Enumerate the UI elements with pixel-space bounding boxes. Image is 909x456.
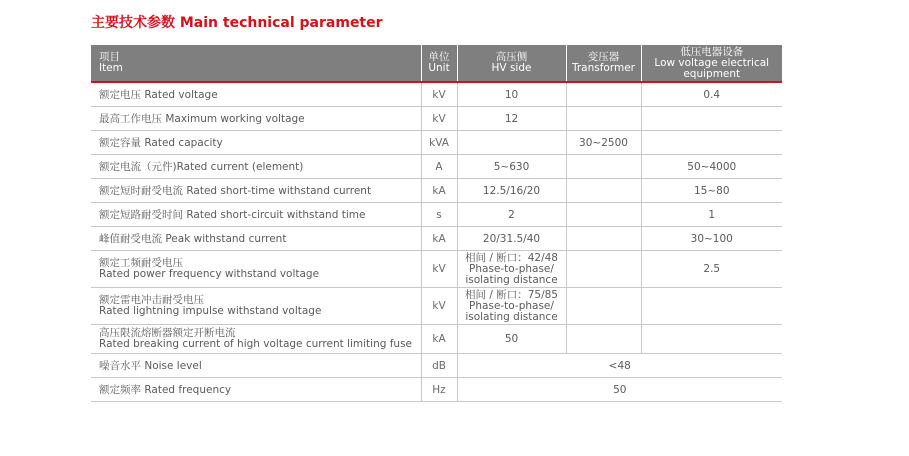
header-row: [91, 45, 782, 82]
table-row: [91, 203, 782, 227]
hv-cell: 2: [457, 203, 566, 227]
unit-cell: Hz: [421, 378, 457, 402]
transformer-cell: [566, 82, 641, 107]
row-label: 峰值耐受电流 Peak withstand current: [91, 227, 421, 251]
row-label: 额定工频耐受电压 Rated power frequency withstand voltage: [91, 251, 421, 288]
hv-cell: 5~630: [457, 155, 566, 179]
lv-cell: [641, 288, 782, 325]
transformer-cell: [566, 227, 641, 251]
header-low-voltage: 低压电器设备 Low voltage electrical equipment: [641, 45, 782, 82]
hv-cell: 12.5/16/20: [457, 179, 566, 203]
transformer-cell: 30~2500: [566, 131, 641, 155]
merged-value-cell: 50: [457, 378, 782, 402]
table-row: [91, 107, 782, 131]
row-label: 额定电压 Rated voltage: [91, 82, 421, 107]
unit-cell: kV: [421, 251, 457, 288]
lv-cell: [641, 107, 782, 131]
table-row: [91, 378, 782, 402]
hv-cell: 50: [457, 325, 566, 354]
hv-cell: 12: [457, 107, 566, 131]
hv-cell: [457, 131, 566, 155]
lv-cell: 2.5: [641, 251, 782, 288]
transformer-cell: [566, 107, 641, 131]
lv-cell: [641, 325, 782, 354]
table-row: [91, 155, 782, 179]
row-label: 额定频率 Rated frequency: [91, 378, 421, 402]
unit-cell: kV: [421, 288, 457, 325]
hv-cell: 相间 / 断口：75/85 Phase-to-phase/ isolating distance: [457, 288, 566, 325]
transformer-cell: [566, 251, 641, 288]
table-row: [91, 354, 782, 378]
unit-cell: kV: [421, 82, 457, 107]
hv-cell: 10: [457, 82, 566, 107]
unit-cell: A: [421, 155, 457, 179]
header-unit: 单位 Unit: [421, 45, 457, 82]
transformer-cell: [566, 179, 641, 203]
lv-cell: 0.4: [641, 82, 782, 107]
transformer-cell: [566, 155, 641, 179]
row-label: 额定雷电冲击耐受电压 Rated lightning impulse withstand voltage: [91, 288, 421, 325]
unit-cell: kV: [421, 107, 457, 131]
table-row: [91, 251, 782, 288]
row-label: 额定电流（元件)Rated current (element): [91, 155, 421, 179]
header-item: 项目 Item: [91, 45, 421, 82]
hv-cell: 相间 / 断口：42/48 Phase-to-phase/ isolating distance: [457, 251, 566, 288]
unit-cell: kA: [421, 325, 457, 354]
table-row: [91, 131, 782, 155]
unit-cell: s: [421, 203, 457, 227]
row-label: 额定短时耐受电流 Rated short-time withstand current: [91, 179, 421, 203]
row-label: 额定容量 Rated capacity: [91, 131, 421, 155]
unit-cell: kA: [421, 179, 457, 203]
transformer-cell: [566, 203, 641, 227]
transformer-cell: [566, 325, 641, 354]
row-label: 最高工作电压 Maximum working voltage: [91, 107, 421, 131]
header-hv-side: 高压侧 HV side: [457, 45, 566, 82]
lv-cell: 1: [641, 203, 782, 227]
merged-value-cell: <48: [457, 354, 782, 378]
table-row: [91, 325, 782, 354]
lv-cell: [641, 131, 782, 155]
unit-cell: kVA: [421, 131, 457, 155]
unit-cell: dB: [421, 354, 457, 378]
table-row: [91, 288, 782, 325]
page-title: 主要技术参数 Main technical parameter: [91, 15, 383, 31]
lv-cell: 50~4000: [641, 155, 782, 179]
lv-cell: 30~100: [641, 227, 782, 251]
table-row: [91, 227, 782, 251]
lv-cell: 15~80: [641, 179, 782, 203]
table-row: [91, 179, 782, 203]
technical-parameter-table: [91, 45, 782, 402]
row-label: 高压限流熔断器额定开断电流 Rated breaking current of high voltage current limiting fuse: [91, 325, 421, 354]
row-label: 额定短路耐受时间 Rated short-circuit withstand time: [91, 203, 421, 227]
row-label: 噪音水平 Noise level: [91, 354, 421, 378]
table-row: [91, 82, 782, 107]
unit-cell: kA: [421, 227, 457, 251]
transformer-cell: [566, 288, 641, 325]
header-transformer: 变压器 Transformer: [566, 45, 641, 82]
hv-cell: 20/31.5/40: [457, 227, 566, 251]
